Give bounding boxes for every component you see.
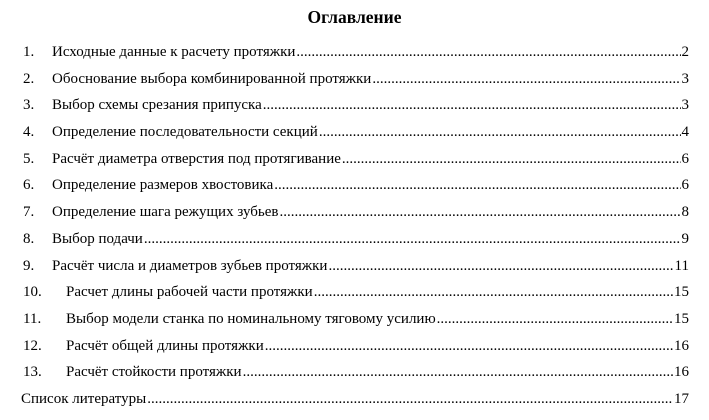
toc-entry[interactable] (0, 39, 709, 66)
toc-leader (243, 359, 673, 386)
toc-leader (328, 253, 673, 280)
toc-entry-label: Определение шага режущих зубьев (52, 204, 279, 221)
toc-entry-page: 15 (674, 284, 689, 301)
toc-leader (372, 66, 680, 93)
toc-entry-page: 8 (681, 204, 689, 221)
toc-entry-page: 3 (681, 70, 689, 87)
toc-entry-number: 5. (23, 150, 35, 167)
toc-entry[interactable] (0, 119, 709, 146)
toc-entry[interactable] (0, 279, 709, 306)
toc-entry-page: 11 (674, 257, 689, 274)
toc-leader (265, 333, 673, 360)
toc-entry-number: 10. (23, 284, 42, 301)
toc-leader (314, 279, 673, 306)
toc-entry[interactable] (0, 172, 709, 199)
toc-entry-page: 17 (674, 390, 689, 407)
toc-entry-page: 3 (681, 97, 689, 114)
toc-leader (437, 306, 673, 333)
toc-entry[interactable] (0, 253, 709, 280)
toc-entry-number: 12. (23, 337, 42, 354)
toc-entry[interactable] (0, 306, 709, 333)
toc-entry-number: 2. (23, 70, 35, 87)
toc-entry-label: Расчет длины рабочей части протяжки (66, 284, 313, 301)
toc-entry-label: Расчёт общей длины протяжки (66, 337, 264, 354)
toc-entry-label: Определение размеров хвостовика (52, 177, 274, 194)
toc-leader (144, 226, 681, 253)
toc-entry-number: 13. (23, 364, 42, 381)
toc-leader (263, 92, 681, 119)
toc-leader (274, 172, 680, 199)
toc-entry-label: Выбор подачи (52, 230, 143, 247)
toc-entry-bibliography[interactable] (0, 386, 709, 413)
toc-entry-number: 8. (23, 230, 35, 247)
toc-entry-page: 4 (681, 124, 689, 141)
toc-entry[interactable] (0, 92, 709, 119)
toc-entry-label: Список литературы (21, 390, 147, 407)
toc-entry-page: 6 (681, 150, 689, 167)
toc-leader (319, 119, 681, 146)
toc-leader (279, 199, 680, 226)
toc-entry-label: Расчёт диаметра отверстия под протягивание (52, 150, 341, 167)
toc-entry[interactable] (0, 226, 709, 253)
toc-entry-label: Расчёт стойкости протяжки (66, 364, 242, 381)
toc-entry-page: 6 (681, 177, 689, 194)
toc-entry-label: Исходные данные к расчету протяжки (52, 44, 296, 60)
toc-entry-number: 4. (23, 124, 35, 141)
toc-entry-number: 6. (23, 177, 35, 194)
toc-entry-page: 9 (681, 230, 689, 247)
toc-entry-label: Обоснование выбора комбинированной протяжки (52, 70, 372, 87)
toc-entry-label: Определение последовательности секций (52, 124, 318, 141)
toc-entry-page: 16 (674, 364, 689, 381)
toc-title: Оглавление (307, 7, 402, 27)
toc-entry-label: Расчёт числа и диаметров зубьев протяжки (52, 257, 328, 274)
toc-entry-number: 11. (23, 310, 42, 327)
toc-entry-number: 1. (23, 44, 35, 60)
toc-entry-number: 7. (23, 204, 35, 221)
toc-entry-page: 15 (674, 310, 689, 327)
toc-entry[interactable] (0, 359, 709, 386)
toc-entry-label: Выбор схемы срезания припуска (52, 97, 262, 114)
toc-entry[interactable] (0, 146, 709, 173)
toc-entry-page: 2 (681, 44, 689, 60)
toc-entry[interactable] (0, 66, 709, 93)
toc-leader (342, 146, 681, 173)
toc-entry-page: 16 (674, 337, 689, 354)
toc-entry-number: 3. (23, 97, 35, 114)
toc-entry-number: 9. (23, 257, 35, 274)
toc-leader (296, 39, 680, 66)
toc-entry-label: Выбор модели станка по номинальному тяговому усилию (66, 310, 436, 327)
toc-entry[interactable] (0, 199, 709, 226)
toc-list (0, 39, 709, 413)
toc-entry[interactable] (0, 333, 709, 360)
toc-leader (147, 386, 673, 413)
